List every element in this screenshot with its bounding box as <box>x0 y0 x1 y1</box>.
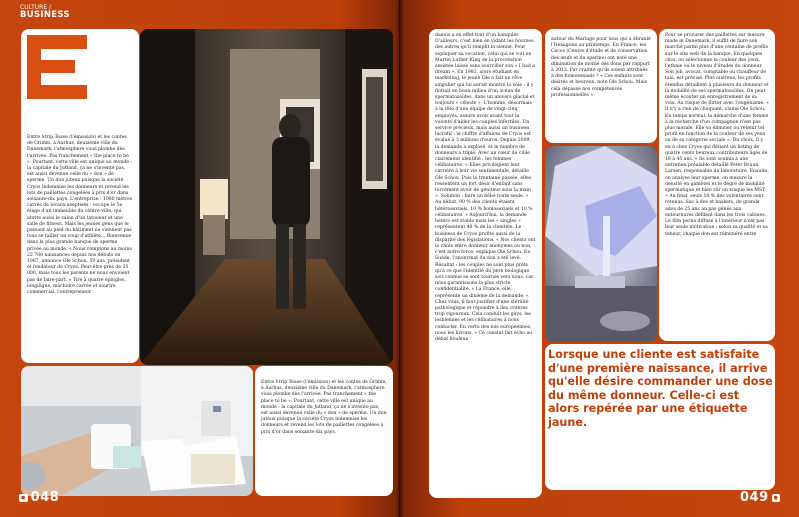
section-header <box>20 4 70 20</box>
page-number-tag: ◼ <box>21 494 26 501</box>
page-number-left <box>19 490 59 505</box>
column-lower-text: Entre Strip Tease (l'émission) et les contes de Grimm, à Aarhus, deuxième ville du Danemark, l'atmosphère vous plombe dès l'arrivée. Pas franchement « the place to be ». Pourtant, cette ville est unique au monde : la capitale du Jutland, ça ne s'invente pas, est aussi devenue celle du « don » de sperme. Un don juteux puisque la société Cryos indemnise les donneurs et revend les lots de paillettes congelées à prix d'or dans soixante-dix pays. <box>261 380 387 435</box>
page-number-left-text: 048 <box>30 490 60 505</box>
page-spine <box>396 0 404 517</box>
section-name: BUSINESS <box>20 10 70 20</box>
article-column-4 <box>545 29 657 143</box>
section-kicker: CULTURE / <box>20 4 52 11</box>
article-column-5 <box>659 29 775 341</box>
page-number-right <box>740 490 780 505</box>
lab-hands-photo <box>21 366 253 496</box>
gloved-hands-photo <box>545 146 657 342</box>
corridor-photo <box>140 29 393 365</box>
lab-hands-illustration <box>21 366 253 496</box>
article-column-3 <box>429 29 542 498</box>
page-number-right-text: 049 <box>740 490 769 505</box>
column-4-text: autour du Mariage pour tous qui a ébranlé l'Hexagone au printemps. En France, les Cecos (Centre d'étude et de conservation des œufs et du sperme) ont noté une diminution de moitié des dons par rapport à 2012. Par crainte qu'ils soient attribués à des homosexuels ? « Ces enfants sont désirés et heureux, note Ole Schou. Mais cela dépasse nos compétences professionnelles ». <box>551 37 651 98</box>
corridor-photo-illustration <box>140 29 393 365</box>
gloved-hands-illustration <box>545 146 657 342</box>
column-1-text: Entre Strip Tease (l'émission) et les contes de Grimm, à Aarhus, deuxième ville du Danemark, l'atmosphère vous plombe dès l'arrivée. Pas franchement « the place to be ». Pourtant, cette ville est unique au monde : la capitale du Jutland, ça ne s'invente pas, est aussi devenue celle du « don » de sperme. Un don juteux puisque la société Cryos indemnise les donneurs et revend les lots de paillettes congelées à prix d'or dans soixante-dix pays. L'entreprise - 1000 mètres carrés de locaux aseptisés - occupe le 5e étage d'un immeuble du centre-ville, qui abrite aussi le salon d'un tatoueur et une salle de fitness. Mais les jeunes gens que le passant au pied du bâtiment ne viennent pas tous se tailler un coup d'athlète… Bienvenue dans la plus grande banque de sperme privée au monde. « Nous comptons au moins 22 700 naissances depuis nos débuts en 1987, annonce Ole Schou, 59 ans, président et fondateur de Cryos. Peut-être près de 35 000, mais tous les parents ne nous envoient pas de faire-part. » Tiré à quatre épingles, longiligne, mâchoire carrée et sourire commercial, l'entrepreneur <box>27 135 133 296</box>
column-3-text: danois a en effet tout d'un banquier. D'ailleurs, c'est bien en vidant les bourses des autres qu'il remplit la sienne. Pour expliquer sa vocation, celui qui se voit en Martin Luther King de la procréation assistée laisse sans sourciller son « I had a dream ». En 1981, alors étudiant en marketing, le jeune Ole a fait un rêve singulier qui lui aurait montré la voie : il y flottait en beau milieu d'un océan de spermatozoïdes, dans un univers glacial et toujours « céleste ». L'homme, désormais à la tête d'une équipe de vingt-cinq employés, assure avoir avant tout la volonté d'aider les couples infertiles. Un service précieux, mais aussi un business lucratif : le chiffre d'affaires de Cryos est évalué à 3 millions d'euros. Depuis 2009, la demande a explosé, et le nombre de donneurs a triplé. Avec un cœur de cible clairement identifié : les femmes célibataires. « Elles privilégient leur carrière à leur vie sentimentale, détaille Ole Schou. Puis la trentaine passée, elles ressentent un fort désir d'enfant sans forcément avoir de géniteur sous la main ». Solution : faire un bébé toute seule. « Au début, 90 % des clients étaient hétérosexuels, 10 % homosexuels et 10 % célibataires. » Aujourd'hui, la demande hétéro est stable mais les « singles » représentent 40 % de la clientèle. Le business de Cryos profite aussi de la disparité des législations. « Nos clients ont le choix entre donneur anonymes ou non, c'est notre force, explique Ole Schou. En Suède, l'anonymat du don a été levé. Résultat : les couples ne sont plus prêts qu'à ce que l'identité du père biologique soit connue se sont tournés vers nous, car nous garantissons la plus stricte confidentialité. » La France, elle, représente un dixième de la demande. « Chez vous, il faut justifier d'une stérilité pathologique et répondre à des critères trop rigoureux. Cela conduit les gays, les lesbiennes et les célibataires à nous contacter. En vertu des lois européennes, nous les livrons. » Ce constat fait écho au débat houleux <box>435 33 536 342</box>
article-column-lower <box>255 366 393 496</box>
article-column-1 <box>21 29 139 363</box>
column-5-text: Pour se procurer des paillettes sur mesure made in Danemark, il suffit de faire son marché parmi plus d'une centaine de profils sur le site web de la banque. En quelques clics, on sélectionne la couleur des yeux, l'ethnie ou le niveau d'études du donneur. Son job, avocat, comptable ou chauffeur de taxi, est précisé. Plus onéreux, les profils étendus détaillent à plusieurs du donneur et la mobilité de ses spermatozoïdes. On peut même écouter un enregistrement de sa voix. Au risque de flirter avec l'eugénisme. « Il n'y a rien de choquant, clame Ole Schou. En temps normal, la démarche d'une femme à la recherche d'un compagnon n'est pas plus morale. Elle va éliminer ou retenir tel profil en fonction de la couleur de ses yeux ou de sa catégorie sociale ». Du choix, il y en a chez Cryos qui détient un listing de quatre cents heureux contributeurs âgés de 18 à 45 ans. « Ils sont soumis à une entretien préalable détaillé Peter Bruun Larsen, responsable du laboratoire. Ensuite, on analyse leur sperme, on mesure la densité en gamètes et le degré de mobilité spermatique et bien sûr on traque les MST. » Au final, seuls 10 % des volontaires sont retenus. Sac à dos et baskets, de grands ados de 25 ans au pas gênés aux entournures défilent dans les trois cabines. Le film porno diffusé à l'intérieur n'est pas leur seule motivation : selon sa qualité et sa teneur, chaque don est rémunéré entre <box>665 33 769 237</box>
pull-quote: Lorsque une cliente est satisfaite d'une première naissance, il arrive qu'elle désire commander une dose du même donneur. Celle-ci est alors repérée par une étiquette jaune. <box>548 348 773 429</box>
page-number-tag-right: ◼ <box>773 494 779 501</box>
drop-cap-e <box>27 35 87 99</box>
